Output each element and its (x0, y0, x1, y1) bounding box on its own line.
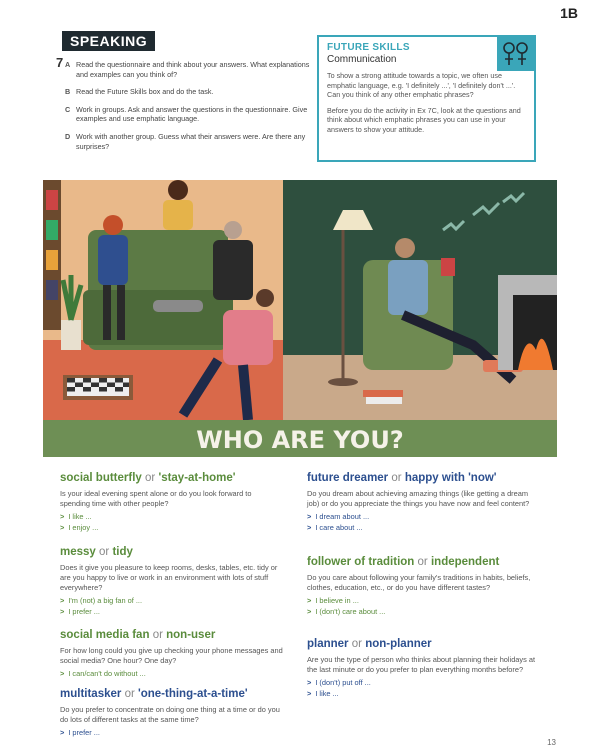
section-planner (307, 638, 537, 699)
chevron-right-icon: > (60, 607, 65, 616)
phrase-item (60, 607, 280, 617)
heading-a: future dreamer (307, 472, 389, 484)
section-multitasker (60, 688, 285, 738)
phrase-text: I care about ... (315, 523, 363, 532)
future-skills-subtitle: Communication (327, 54, 397, 65)
section-social-butterfly (60, 472, 280, 533)
people-icon (497, 37, 534, 71)
section-text: Does it give you pleasure to keep rooms, desks, tables, etc. tidy or are you happy to live or work in an environment with lots of stuff everywhere? (60, 563, 278, 592)
task-b (62, 87, 312, 97)
task-text: Read the questionnaire and think about your answers. What explanations and examples can you think of? (76, 60, 310, 79)
chevron-right-icon: > (60, 523, 65, 532)
phrase-item (307, 689, 537, 699)
page-number: 13 (547, 738, 556, 747)
task-list (56, 55, 312, 159)
task-a (56, 55, 312, 79)
phrase-text: I (don't) put off ... (315, 678, 371, 687)
chevron-right-icon: > (307, 689, 312, 698)
phrase-item (307, 512, 537, 522)
heading-or: or (99, 546, 110, 558)
task-letter: B (65, 87, 71, 97)
task-letter: A (65, 60, 71, 69)
heading-a: planner (307, 638, 349, 650)
chevron-right-icon: > (307, 678, 312, 687)
heading-or: or (417, 556, 428, 568)
task-letter: D (65, 131, 71, 141)
chevron-right-icon: > (307, 523, 312, 532)
section-messy (60, 546, 280, 617)
heading-or: or (145, 472, 156, 484)
phrase-item (60, 728, 285, 738)
chevron-right-icon: > (307, 607, 312, 616)
heading-a: messy (60, 546, 96, 558)
section-heading (60, 688, 285, 701)
exercise-number: 7 (56, 55, 64, 70)
chevron-right-icon: > (307, 596, 312, 605)
chevron-right-icon: > (60, 728, 65, 737)
heading-b: independent (430, 556, 500, 568)
section-heading (60, 546, 280, 559)
chevron-right-icon: > (60, 669, 65, 678)
heading-or: or (391, 472, 402, 484)
heading-b: 'stay-at-home' (158, 472, 236, 484)
heading-a: social media fan (60, 629, 150, 641)
section-text: Do you prefer to concentrate on doing one thing at a time or do you do lots of different tasks at the same time? (60, 705, 280, 724)
phrase-text: I like ... (315, 689, 339, 698)
phrase-item (60, 523, 280, 533)
phrase-text: I dream about ... (315, 512, 370, 521)
who-are-you-illustration (43, 180, 557, 457)
phrase-item (307, 596, 537, 606)
task-letter: C (65, 104, 71, 114)
future-skills-para2: Before you do the activity in Ex 7C, look at the questions and think about which emphatic phrases you can use in your answers to show your attitude. (327, 105, 521, 134)
section-text: Are you the type of person who thinks about planning their holidays at the last minute or do you prefer to plan everything months before? (307, 655, 536, 674)
heading-a: follower of tradition (307, 556, 415, 568)
section-heading (307, 556, 537, 569)
section-text: Do you care about following your family's traditions in habits, beliefs, clothes, education, etc., or do you have different tastes? (307, 573, 531, 592)
task-d (62, 132, 312, 151)
heading-a: multitasker (60, 688, 122, 700)
heading-b: 'one-thing-at-a-time' (138, 688, 248, 700)
heading-b: non-user (166, 629, 216, 641)
heading-or: or (351, 638, 362, 650)
phrase-text: I can/can't do without ... (68, 669, 146, 678)
heading-b: happy with 'now' (404, 472, 497, 484)
phrase-text: I like ... (68, 512, 92, 521)
phrase-item (307, 523, 537, 533)
section-future-dreamer (307, 472, 537, 533)
section-social-media (60, 629, 285, 679)
phrase-item (60, 596, 280, 606)
section-text: For how long could you give up checking your phone messages and social media? One hour? One day? (60, 646, 283, 665)
task-c (62, 105, 312, 124)
section-text: Do you dream about achieving amazing things (like getting a dream job) or do you appreciate the things you have now and feel content? (307, 489, 530, 508)
section-tradition (307, 556, 537, 617)
section-heading (60, 472, 280, 485)
phrase-text: I enjoy ... (68, 523, 99, 532)
section-text: Is your ideal evening spent alone or do you look forward to spending time with other people? (60, 489, 252, 508)
phrase-item (60, 669, 285, 679)
heading-a: social butterfly (60, 472, 142, 484)
task-text: Work with another group. Guess what their answers were. Are there any surprises? (76, 131, 306, 151)
phrase-text: I prefer ... (68, 607, 100, 616)
phrase-item (60, 512, 280, 522)
heading-or: or (152, 629, 163, 641)
phrase-text: I believe in ... (315, 596, 359, 605)
phrase-item (307, 678, 537, 688)
future-skills-box (317, 35, 536, 162)
section-heading (307, 638, 537, 651)
phrase-text: I (don't) care about ... (315, 607, 386, 616)
chevron-right-icon: > (60, 596, 65, 605)
phrase-text: I prefer ... (68, 728, 100, 737)
banner-title: WHO ARE YOU? (196, 426, 404, 454)
future-skills-para1: To show a strong attitude towards a topic, we often use emphatic language, e.g. 'I definitely ...', 'I definitely don't ...'. Can you think of any other emphatic phrases? (327, 71, 516, 100)
phrase-text: I'm (not) a big fan of ... (68, 596, 143, 605)
chevron-right-icon: > (60, 512, 65, 521)
task-text: Work in groups. Ask and answer the questions in the questionnaire. Give examples and use emphatic language. (76, 104, 308, 124)
phrase-item (307, 607, 537, 617)
task-text: Read the Future Skills box and do the task. (76, 87, 214, 97)
speaking-heading: SPEAKING (62, 31, 155, 51)
future-skills-title: FUTURE SKILLS (327, 42, 410, 53)
heading-b: tidy (112, 546, 133, 558)
heading-b: non-planner (365, 638, 432, 650)
chevron-right-icon: > (307, 512, 312, 521)
unit-label: 1B (560, 5, 578, 21)
section-heading (60, 629, 285, 642)
heading-or: or (124, 688, 135, 700)
section-heading (307, 472, 537, 485)
